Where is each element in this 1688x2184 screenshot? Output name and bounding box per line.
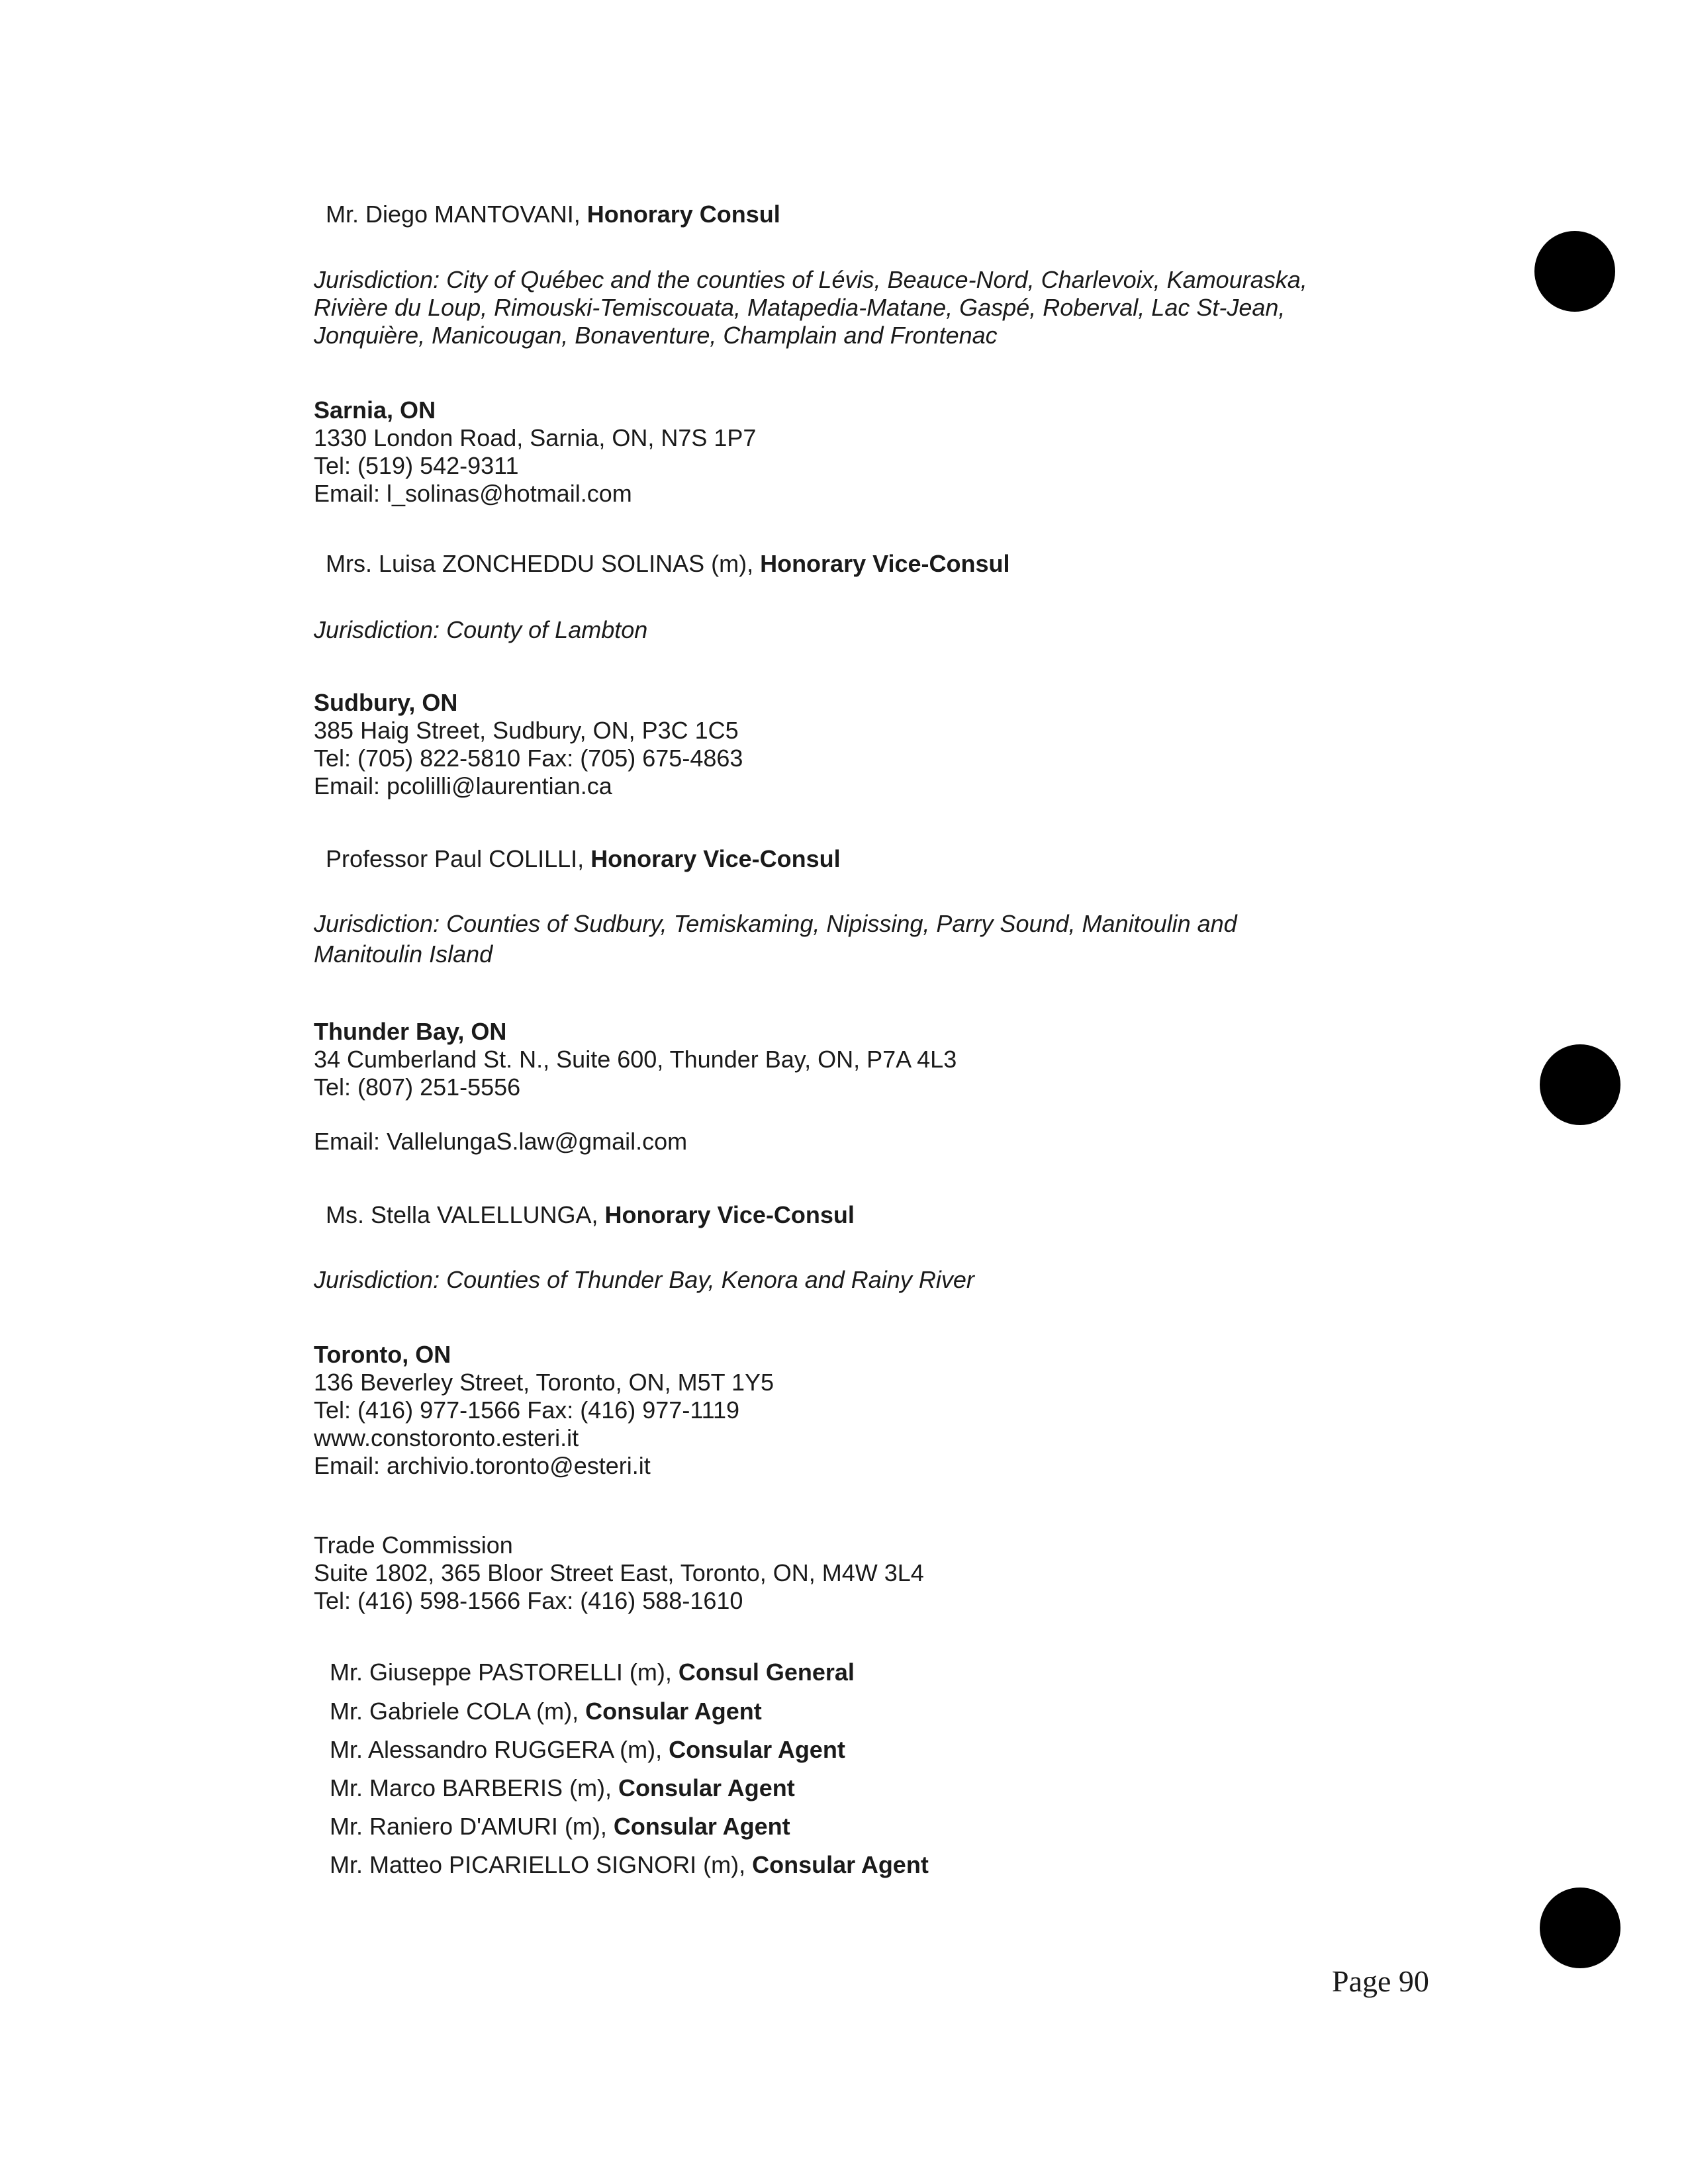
city-heading-sudbury: Sudbury, ON	[314, 689, 458, 716]
consul-entry-valellunga	[326, 1201, 855, 1229]
jurisdiction-line: Jurisdiction: County of Lambton	[314, 616, 648, 643]
telephone-fax: Tel: (705) 822-5810 Fax: (705) 675-4863	[314, 745, 743, 772]
jurisdiction-line: Jurisdiction: Counties of Thunder Bay, Kenora and Rainy River	[314, 1266, 974, 1293]
trade-commission-address: Suite 1802, 365 Bloor Street East, Toronto, ON, M4W 3L4	[314, 1559, 924, 1586]
person-title: Consul General	[678, 1659, 855, 1686]
staff-entry	[330, 1813, 790, 1841]
consul-entry-zoncheddu	[326, 550, 1010, 578]
jurisdiction-line: Jonquière, Manicougan, Bonaventure, Champlain and Frontenac	[314, 322, 998, 349]
telephone: Tel: (807) 251-5556	[314, 1073, 521, 1101]
person-title: Consular Agent	[669, 1736, 845, 1763]
person-title: Honorary Vice-Consul	[590, 845, 841, 872]
address: 1330 London Road, Sarnia, ON, N7S 1P7	[314, 424, 757, 451]
person-name: Mr. Giuseppe PASTORELLI (m),	[330, 1659, 679, 1686]
consul-entry-colilli	[326, 845, 841, 873]
jurisdiction-label: Jurisdiction:	[314, 910, 440, 937]
jurisdiction-label: Jurisdiction:	[314, 1266, 440, 1293]
person-title: Consular Agent	[585, 1698, 762, 1725]
jurisdiction-line: Rivière du Loup, Rimouski-Temiscouata, Matapedia-Matane, Gaspé, Roberval, Lac St-Jean,	[314, 294, 1286, 321]
jurisdiction-label: Jurisdiction:	[314, 266, 440, 293]
page-number: Page 90	[1332, 1964, 1429, 1998]
jurisdiction-line: Jurisdiction: City of Québec and the counties of Lévis, Beauce-Nord, Charlevoix, Kamouraska,	[314, 266, 1307, 293]
punch-hole	[1534, 231, 1615, 312]
person-name: Mr. Gabriele COLA (m),	[330, 1698, 586, 1725]
address: 136 Beverley Street, Toronto, ON, M5T 1Y5	[314, 1369, 774, 1396]
person-name: Mr. Diego MANTOVANI,	[326, 201, 587, 228]
jurisdiction-label: Jurisdiction:	[314, 616, 440, 643]
person-name: Mrs. Luisa ZONCHEDDU SOLINAS (m),	[326, 550, 761, 577]
person-name: Mr. Raniero D'AMURI (m),	[330, 1813, 614, 1840]
trade-commission-title: Trade Commission	[314, 1531, 513, 1559]
telephone: Tel: (519) 542-9311	[314, 452, 519, 479]
person-name: Mr. Marco BARBERIS (m),	[330, 1774, 619, 1801]
city-heading-toronto: Toronto, ON	[314, 1341, 451, 1368]
person-name: Professor Paul COLILLI,	[326, 845, 591, 872]
email: Email: VallelungaS.law@gmail.com	[314, 1128, 688, 1155]
city-heading-sarnia: Sarnia, ON	[314, 396, 436, 424]
address: 34 Cumberland St. N., Suite 600, Thunder Bay, ON, P7A 4L3	[314, 1046, 957, 1073]
punch-hole	[1540, 1888, 1620, 1968]
consul-entry-mantovani	[326, 201, 780, 228]
staff-entry	[330, 1698, 762, 1725]
punch-hole	[1540, 1044, 1620, 1125]
staff-entry	[330, 1774, 795, 1802]
person-title: Consular Agent	[618, 1774, 795, 1801]
person-title: Consular Agent	[613, 1813, 790, 1840]
staff-entry	[330, 1851, 929, 1879]
person-name: Mr. Matteo PICARIELLO SIGNORI (m),	[330, 1851, 753, 1878]
person-title: Honorary Vice-Consul	[604, 1201, 855, 1228]
email: Email: pcolilli@laurentian.ca	[314, 772, 612, 799]
person-title: Consular Agent	[752, 1851, 929, 1878]
jurisdiction-line: Manitoulin Island	[314, 940, 493, 968]
person-title: Honorary Consul	[586, 201, 780, 228]
person-title: Honorary Vice-Consul	[760, 550, 1010, 577]
telephone-fax: Tel: (416) 977-1566 Fax: (416) 977-1119	[314, 1396, 740, 1424]
email: Email: l_solinas@hotmail.com	[314, 480, 632, 507]
email: Email: archivio.toronto@esteri.it	[314, 1452, 651, 1479]
website: www.constoronto.esteri.it	[314, 1424, 579, 1451]
trade-commission-telephone-fax: Tel: (416) 598-1566 Fax: (416) 588-1610	[314, 1587, 743, 1614]
city-heading-thunder-bay: Thunder Bay, ON	[314, 1018, 507, 1045]
staff-entry	[330, 1659, 855, 1686]
person-name: Mr. Alessandro RUGGERA (m),	[330, 1736, 669, 1763]
address: 385 Haig Street, Sudbury, ON, P3C 1C5	[314, 717, 739, 744]
person-name: Ms. Stella VALELLUNGA,	[326, 1201, 605, 1228]
jurisdiction-line: Jurisdiction: Counties of Sudbury, Temiskaming, Nipissing, Parry Sound, Manitoulin and	[314, 910, 1237, 937]
staff-entry	[330, 1736, 845, 1764]
